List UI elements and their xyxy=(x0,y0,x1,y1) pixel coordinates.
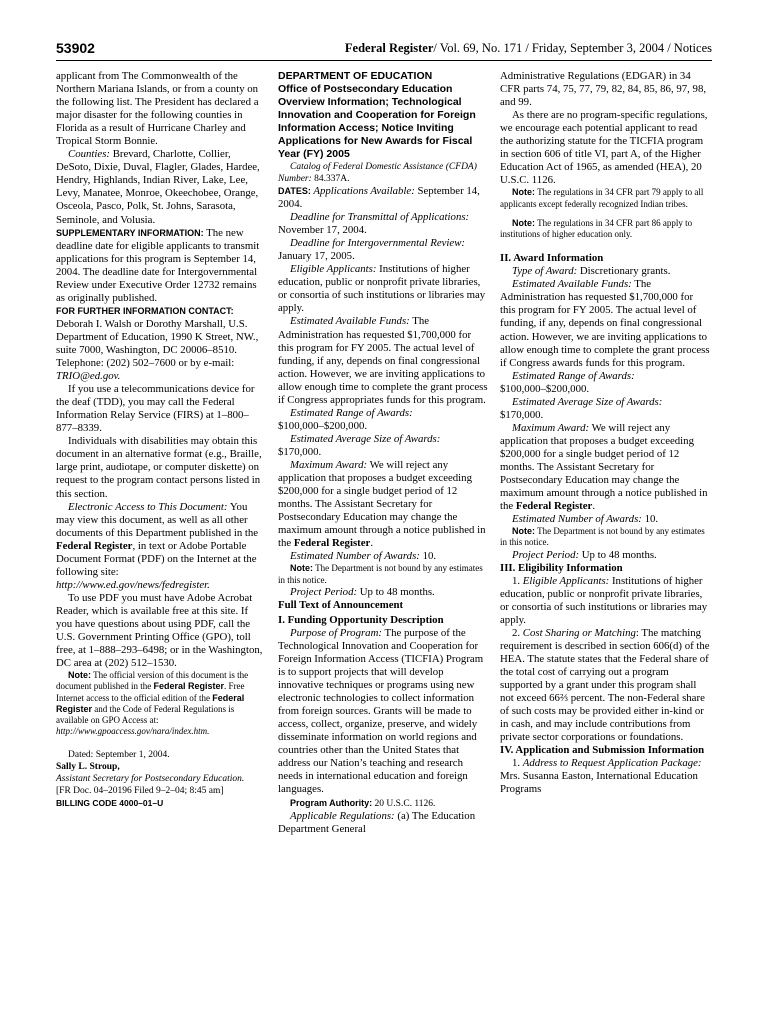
note: Note: The Department is not bound by any estimates in this notice. xyxy=(500,526,705,548)
range-label: Estimated Range of Awards: xyxy=(290,406,413,419)
eligibility-item-2: 2. Cost Sharing or Matching: The matching requirement is described in section 606(d) of the HEA. The statute states that the Federal share of the total cost of carrying out a program supported by a grant under this program shall not exceed 66⅔ percent. The non-Federal share of such costs may be provided either in-kind or in cash, and may include contributions from private sector corporations or foundations. xyxy=(500,626,710,744)
application-item-1: 1. Address to Request Application Package: Mrs. Susanna Easton, International Education Programs xyxy=(500,757,702,796)
journal-name: Federal Register xyxy=(344,41,434,55)
avg-label: Estimated Average Size of Awards: xyxy=(290,432,441,445)
running-head xyxy=(345,41,712,56)
note: Note: The official version of this document is the document published in the Federal Register. Free Internet access to the official edition of the Federal Register and the Code of Federal Regulations is available on GPO Access at: http://www.gpoaccess.gov/nara/index.htm. xyxy=(56,670,249,737)
funds-line: Estimated Available Funds: The Administration has requested $1,700,000 for this program for FY 2005. The actual level of funding, if any, depends on final congressional action. However, we are inviting applications to allow enough time to complete the grant process if Congress awards funds for this program. xyxy=(500,278,710,369)
dates-line: DATES: Applications Available: September 14, 2004. xyxy=(278,185,480,211)
page-number: 53902 xyxy=(56,40,95,56)
billing-code: BILLING CODE 4000–01–U xyxy=(56,798,164,809)
program-authority: Program Authority: 20 U.S.C. 1126. xyxy=(290,797,436,809)
gpoaccess-link[interactable]: http://www.gpoaccess.gov/nara/index.htm. xyxy=(56,726,210,737)
avg-value: $170,000. xyxy=(278,445,322,458)
office-heading: Office of Postsecondary Education xyxy=(278,83,453,95)
paragraph: applicant from The Commonwealth of the Northern Mariana Islands, or from a county on the following list. The President has declared a major disaster for the following counties in Florida as a result of Hurricane Charley and Tropical Storm Bonnie. xyxy=(56,70,259,148)
section-heading-3: III. Eligibility Information xyxy=(500,561,623,574)
type-line: Type of Award: Discretionary grants. xyxy=(512,265,671,278)
section-heading-2: II. Award Information xyxy=(500,252,604,265)
note: Note: The Department is not bound by any estimates in this notice. xyxy=(278,563,483,585)
header-rule xyxy=(56,60,712,61)
page-header xyxy=(56,40,712,58)
signer-title: Assistant Secretary for Postsecondary Education. xyxy=(56,774,245,785)
range-label: Estimated Range of Awards: xyxy=(512,369,635,382)
project-period-line: Project Period: Up to 48 months. xyxy=(290,585,435,598)
deadline-line: Deadline for Transmittal of Applications: November 17, 2004. xyxy=(278,211,470,237)
max-award-line: Maximum Award: We will reject any application that proposes a budget exceeding $200,000 for a single budget period of 12 months. The Assistant Secretary for Postsecondary Education may change the maximum amount through a notice published in the Federal Register. xyxy=(278,458,486,550)
num-awards-line: Estimated Number of Awards: 10. xyxy=(290,550,437,563)
paragraph-disabilities: Individuals with disabilities may obtain this document in an alternative format (e.g., Braille, large print, audiotape, or computer diskette) on request to the program contact persons listed in this section. xyxy=(56,435,262,500)
paragraph: As there are no program-specific regulations, we encourage each potential applicant to read the authorizing statute for the TICFIA program in section 606 of title VI, part A, of the Higher Education Act of 1965, as amended (HEA), 20 U.S.C. 1126. xyxy=(500,109,708,187)
avg-value: $170,000. xyxy=(500,408,544,421)
paragraph-electronic-access: Electronic Access to This Document: You may view this document, as well as all other documents of this Department published in the Federal Register, in text or Adobe Portable Document Format (PDF) on the Internet at the following site: http://www.ed.gov/news/fedregister. xyxy=(56,500,259,591)
project-period-line: Project Period: Up to 48 months. xyxy=(512,548,657,561)
range-value: $100,000–$200,000. xyxy=(278,419,368,432)
department-heading: DEPARTMENT OF EDUCATION xyxy=(278,70,433,82)
eligibility-item-1: 1. Eligible Applicants: Institutions of higher education, public or nonprofit private libraries, or consortia of such institutions or libraries may apply. xyxy=(500,574,708,626)
eligible-line: Eligible Applicants: Institutions of higher education, public or nonprofit private libraries, or consortia of such institutions or libraries may apply. xyxy=(278,263,486,315)
avg-label: Estimated Average Size of Awards: xyxy=(512,395,663,408)
paragraph-contact: FOR FURTHER INFORMATION CONTACT: Deborah I. Walsh or Dorothy Marshall, U.S. Department of Education, 1990 K Street, NW., suite 7000, Washington, DC 20006–8510. Telephone: (202) 502–7600 or by e-mail: TRIO@ed.gov. xyxy=(56,305,259,383)
fedregister-link[interactable]: http://www.ed.gov/news/fedregister. xyxy=(56,578,210,591)
section-heading-4: IV. Application and Submission Information xyxy=(500,744,705,757)
column-2 xyxy=(278,70,488,836)
paragraph-supplementary: SUPPLEMENTARY INFORMATION: The new deadline date for eligible applicants to transmit applications for this program is September 14, 2004. The deadline date for Intergovernmental Review under Executive Order 12732 remains as originally published. xyxy=(56,226,260,304)
paragraph-counties: Counties: Brevard, Charlotte, Collier, DeSoto, Dixie, Duval, Flagler, Glades, Hardee, Hendry, Highlands, Indian River, Lake, Lee, Levy, Manatee, Monroe, Okeechobee, Orange, Osceola, Pasco, Polk, St. Johns, Sarasota, Seminole, and Volusia. xyxy=(56,148,260,226)
purpose-line: Purpose of Program: The purpose of the Technological Innovation and Cooperation for Foreign Information Access (TICFIA) Program is to support projects that will develop innovative techniques or programs using new electronic technologies to collect information from foreign sources. Grants will be made to access, collect, organize, preserve, and widely disseminate information on world regions and countries other than the United States that address our Nation’s teaching and research needs in international education and foreign languages. xyxy=(278,626,484,796)
notice-title: Overview Information; Technological Innovation and Cooperation for Foreign Information Access; Notice Inviting Applications for New Awards for Fiscal Year (FY) 2005 xyxy=(278,96,476,160)
range-value: $100,000–$200,000. xyxy=(500,382,590,395)
max-award-line: Maximum Award: We will reject any application that proposes a budget exceeding $200,000 for a single budget period of 12 months. The Assistant Secretary for Postsecondary Education may change the maximum amount through a notice published in the Federal Register. xyxy=(500,421,708,513)
note: Note: The regulations in 34 CFR part 79 apply to all applicants except federally recognized Indian tribes. xyxy=(500,187,704,209)
section-heading-1: I. Funding Opportunity Description xyxy=(278,613,444,626)
paragraph-pdf: To use PDF you must have Adobe Acrobat Reader, which is available free at this site. If you have questions about using PDF, call the U.S. Government Printing Office (GPO), toll free, at 1–888–293–6498; or in the Washington, DC area at (202) 512–1530. xyxy=(56,591,263,670)
paragraph: Administrative Regulations (EDGAR) in 34 CFR parts 74, 75, 77, 79, 82, 84, 85, 86, 97, 98, and 99. xyxy=(500,70,707,109)
issue-info: / Vol. 69, No. 171 / Friday, September 3, 2004 / Notices xyxy=(433,41,712,55)
note: Note: The regulations in 34 CFR part 86 apply to institutions of higher education only. xyxy=(500,217,693,240)
dated-line: Dated: September 1, 2004. xyxy=(68,750,170,761)
column-1 xyxy=(56,70,266,810)
signer-name: Sally L. Stroup, xyxy=(56,762,120,773)
fr-doc-line: [FR Doc. 04–20196 Filed 9–2–04; 8:45 am] xyxy=(56,786,224,797)
full-text-heading: Full Text of Announcement xyxy=(278,598,404,611)
igr-line: Deadline for Intergovernmental Review: January 17, 2005. xyxy=(278,237,465,263)
cfda-line: Catalog of Federal Domestic Assistance (CFDA) Number: 84.337A. xyxy=(278,162,477,184)
num-awards-line: Estimated Number of Awards: 10. xyxy=(512,513,659,526)
column-3 xyxy=(500,70,710,797)
regulations-line: Applicable Regulations: (a) The Education Department General xyxy=(278,809,476,835)
email-link[interactable]: TRIO@ed.gov. xyxy=(56,370,121,383)
paragraph-tdd: If you use a telecommunications device for the deaf (TDD), you may call the Federal Information Relay Service (FIRS) at 1–800–877–8339. xyxy=(56,383,255,435)
funds-line: Estimated Available Funds: The Administration has requested $1,700,000 for this program for FY 2005. The actual level of funding, if any, depends on final congressional action. However, we are inviting applications to allow enough time to complete the grant process if Congress appropriates funds for this program. xyxy=(278,315,488,406)
